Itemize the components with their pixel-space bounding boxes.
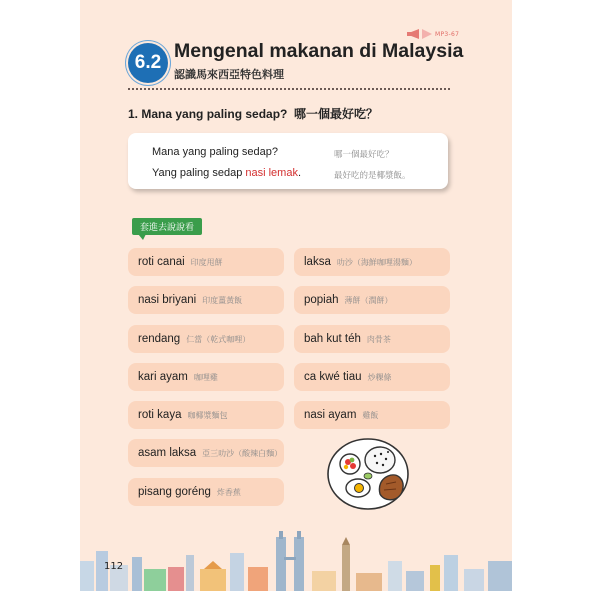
dialog-line-2-ms: Yang paling sedap nasi lemak. (152, 167, 302, 179)
food-item: kari ayam 咖哩雞 (128, 363, 284, 391)
question-ms: 1. Mana yang paling sedap? (128, 107, 288, 121)
dialog-line-2-zh: 最好吃的是椰漿飯。 (334, 171, 411, 181)
practice-tag: 套進去說說看 (132, 218, 202, 235)
section-title: Mengenal makanan di Malaysia (174, 40, 464, 62)
food-item: bah kut téh 肉骨茶 (294, 325, 450, 353)
food-item: rendang 仁當（乾式咖哩） (128, 325, 284, 353)
food-item: pisang goréng 炸香蕉 (128, 478, 284, 506)
play-triangle-icon (422, 29, 432, 39)
section-subtitle: 認識馬來西亞特色料理 (174, 68, 284, 81)
food-item: nasi briyani 印度薑黃飯 (128, 286, 284, 314)
food-item: ca kwé tiau 炒粿條 (294, 363, 450, 391)
section-number-badge: 6.2 (128, 43, 168, 83)
food-item: popiah 薄餅（潤餅） (294, 286, 450, 314)
food-item: roti kaya 咖椰漿麵包 (128, 401, 284, 429)
dialog-line-1-ms: Mana yang paling sedap? (152, 146, 278, 158)
audio-track[interactable] (407, 28, 459, 40)
food-item: roti canai 印度甩餅 (128, 248, 284, 276)
food-item: nasi ayam 雞飯 (294, 401, 450, 429)
page-number: 112 (104, 561, 124, 572)
textbook-page (80, 0, 512, 591)
highlight-food: nasi lemak (245, 167, 298, 179)
question-heading (128, 105, 378, 122)
dialog-box (128, 133, 448, 189)
kl-skyline-illustration (80, 531, 512, 591)
question-zh: 哪一個最好吃？ (294, 107, 379, 121)
dotted-divider (128, 88, 450, 90)
audio-code: MP3-67 (435, 30, 460, 38)
speaker-icon (407, 29, 419, 39)
dialog-line-1-zh: 哪一個最好吃？ (334, 150, 394, 160)
food-item: asam laksa 亞三叻沙（酸辣白麵） (128, 439, 284, 467)
nasi-lemak-plate-illustration (326, 436, 410, 512)
food-item: laksa 叻沙（海鮮咖哩湯麵） (294, 248, 450, 276)
